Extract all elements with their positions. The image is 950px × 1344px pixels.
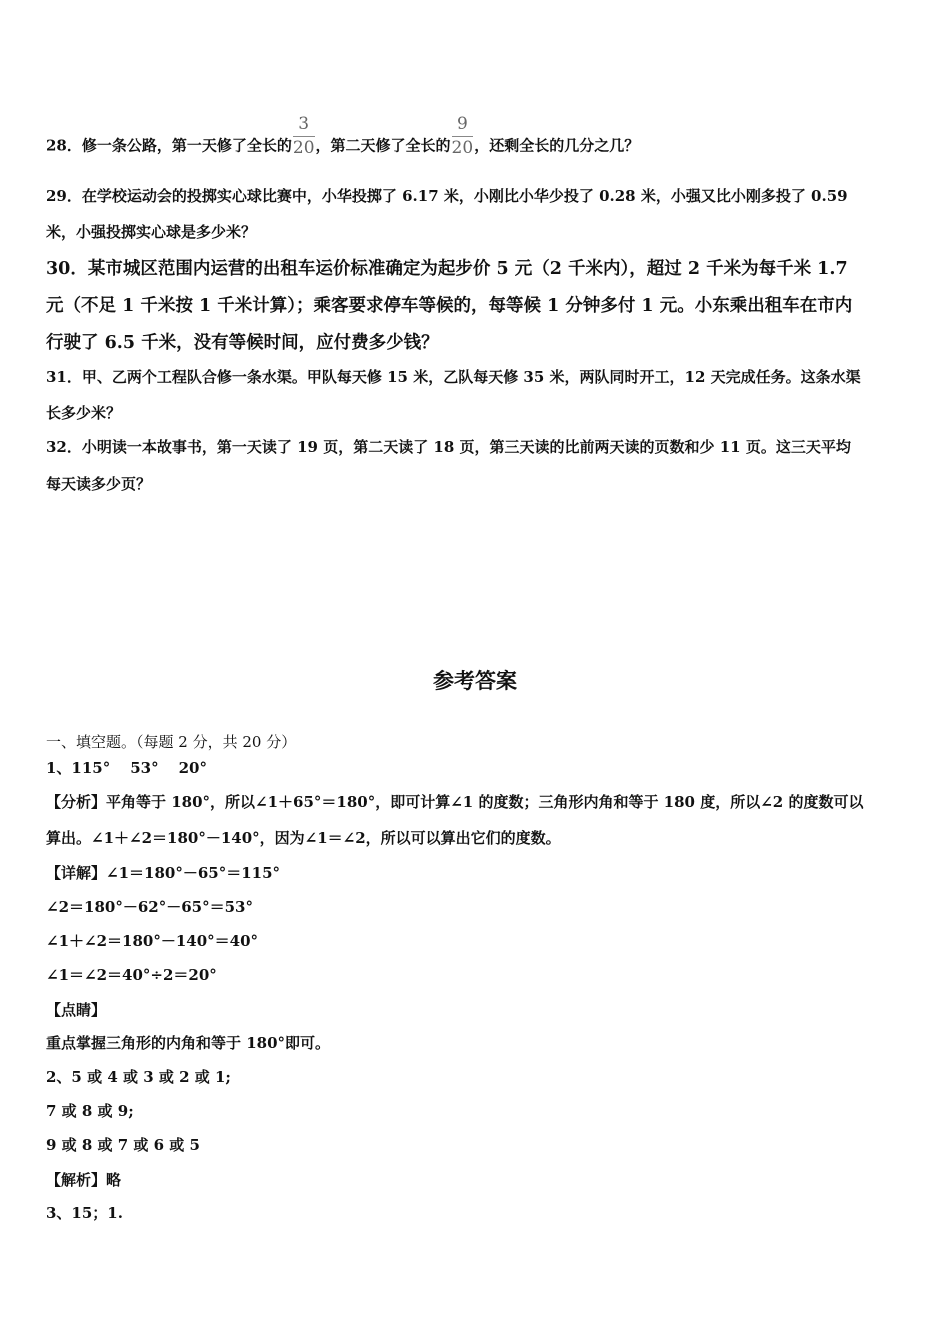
fraction-1 <box>293 116 315 157</box>
answer-1-value-2: 53° <box>130 759 159 777</box>
answer-1-tip-label: 【点睛】 <box>46 1001 107 1019</box>
question-31-line-1: 31．甲、乙两个工程队合修一条水渠。甲队每天修 15 米，乙队每天修 35 米，两队同时开工，12 天完成任务。这条水渠 <box>46 368 861 386</box>
question-29-line-1: 29．在学校运动会的投掷实心球比赛中，小华投掷了 6.17 米，小刚比小华少投了 0.28 米，小强又比小刚多投了 0.59 <box>46 187 848 205</box>
section-heading: 一、填空题。（每题 2 分，共 20 分） <box>46 733 297 751</box>
answer-1-value-1: 1、115° <box>46 759 111 777</box>
answer-1-step-4: ∠1＝∠2＝40°÷2＝20° <box>46 966 217 984</box>
answer-2-line-3: 9 或 8 或 7 或 6 或 5 <box>46 1136 200 1154</box>
q28-text-before: 28．修一条公路，第一天修了全长的 <box>46 136 292 155</box>
answer-1-value-3: 20° <box>178 759 207 777</box>
answer-3-line-1: 3、15；1. <box>46 1204 123 1222</box>
question-30-line-1: 30．某市城区范围内运营的出租车运价标准确定为起步价 5 元（2 千米内），超过 2 千米为每千米 1.7 <box>46 259 848 279</box>
question-28 <box>46 114 908 167</box>
q28-text-after: ，还剩全长的几分之几？ <box>474 136 640 155</box>
question-32-line-2: 每天读多少页？ <box>46 475 152 493</box>
fraction-2-denominator: 20 <box>451 138 474 158</box>
fraction-1-numerator: 3 <box>293 116 315 137</box>
answer-2-line-1: 2、5 或 4 或 3 或 2 或 1; <box>46 1068 231 1086</box>
answer-1-analysis-line-2: 算出。∠1＋∠2＝180°－140°，因为∠1＝∠2，所以可以算出它们的度数。 <box>46 829 561 847</box>
answers-title: 参考答案 <box>433 668 517 693</box>
question-30-line-3: 行驶了 6.5 千米，没有等候时间，应付费多少钱？ <box>46 333 439 353</box>
answer-1-values <box>46 757 908 778</box>
answer-1-detail: 【详解】∠1＝180°－65°＝115° <box>46 864 281 882</box>
answer-2-line-2: 7 或 8 或 9; <box>46 1102 134 1120</box>
answer-1-step-3: ∠1＋∠2＝180°－140°＝40° <box>46 932 259 950</box>
answer-1-step-2: ∠2＝180°－62°－65°＝53° <box>46 898 253 916</box>
q28-text-middle: ，第二天修了全长的 <box>315 136 451 155</box>
answer-2-analysis: 【解析】略 <box>46 1171 122 1189</box>
fraction-2-numerator: 9 <box>452 116 474 137</box>
question-31-line-2: 长多少米？ <box>46 404 122 422</box>
question-30-line-2: 元（不足 1 千米按 1 千米计算）；乘客要求停车等候的，每等候 1 分钟多付 1 元。小东乘出租车在市内 <box>46 296 853 316</box>
question-29-line-2: 米，小强投掷实心球是多少米？ <box>46 223 257 241</box>
answer-1-analysis-line-1: 【分析】平角等于 180°，所以∠1＋65°＝180°，即可计算∠1 的度数；三角形内角和等于 180 度，所以∠2 的度数可以 <box>46 793 864 811</box>
question-32-line-1: 32．小明读一本故事书，第一天读了 19 页，第二天读了 18 页，第三天读的比前两天读的页数和少 11 页。这三天平均 <box>46 438 851 456</box>
fraction-2 <box>452 116 474 157</box>
answer-1-tip-text: 重点掌握三角形的内角和等于 180°即可。 <box>46 1034 331 1052</box>
fraction-1-denominator: 20 <box>292 138 315 158</box>
